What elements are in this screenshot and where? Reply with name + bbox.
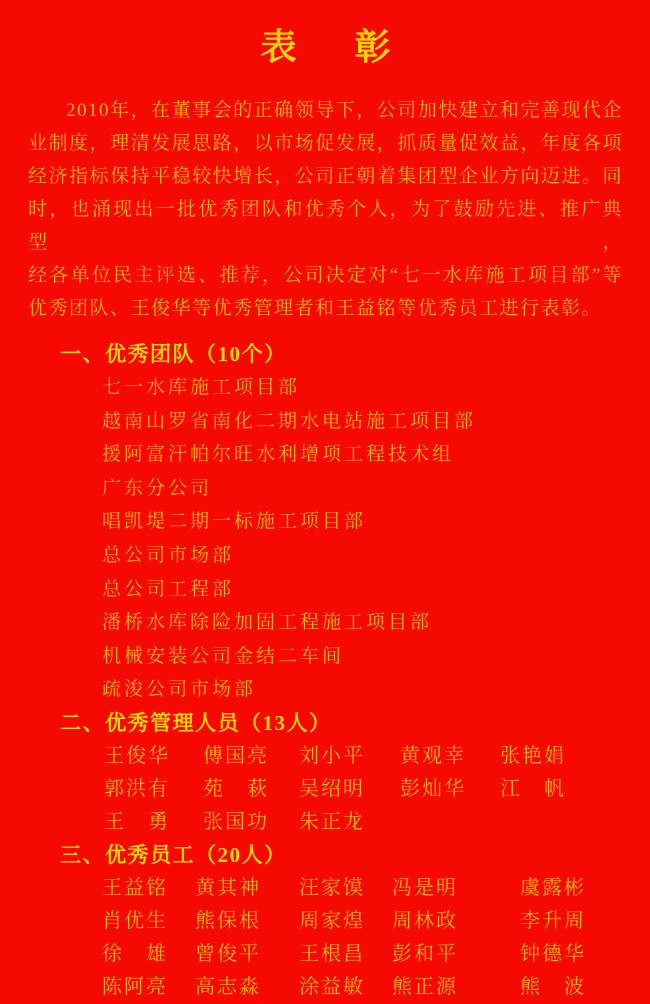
name-row — [28, 938, 623, 971]
name-cell: 虞露彬 — [520, 876, 586, 899]
name-cell: 李升周 — [520, 909, 586, 932]
title-char-1: 表 — [260, 26, 297, 67]
name-cell: 郭洪有 — [104, 777, 170, 800]
name-cell — [400, 806, 500, 839]
name-cell: 彭和平 — [392, 942, 458, 965]
section-heading-employees: 三、优秀员工（20人） — [60, 842, 287, 867]
page-title — [28, 0, 623, 68]
name-cell: 熊正源 — [392, 975, 458, 998]
paragraph-line: 优秀团队、王俊华等优秀管理者和王益铭等优秀员工进行表彰。 — [28, 298, 603, 319]
name-cell: 熊 波 — [520, 975, 586, 998]
team-item: 总公司工程部 — [102, 578, 235, 600]
name-cell: 苑 萩 — [203, 777, 269, 800]
name-cell: 周家煌 — [299, 909, 365, 932]
name-cell: 王 勇 — [104, 810, 170, 833]
name-cell: 傅国亮 — [203, 744, 269, 767]
team-item: 七一水库施工项目部 — [102, 377, 301, 398]
team-item: 潘桥水库除险加固工程施工项目部 — [102, 612, 433, 634]
name-cell: 刘小平 — [299, 744, 365, 767]
name-cell: 熊保根 — [195, 909, 261, 932]
name-cell: 高志淼 — [195, 975, 261, 998]
name-cell: 王俊华 — [104, 744, 170, 767]
name-cell: 陈阿亮 — [102, 975, 168, 998]
name-cell — [500, 806, 623, 839]
name-cell: 肖优生 — [102, 909, 168, 932]
paragraph-line: 经各单位民主评选、推荐，公司决定对“七一水库施工项目部”等 — [28, 265, 623, 286]
name-cell: 冯是明 — [392, 876, 458, 899]
paragraph-line: 2010年，在董事会的正确领导下，公司加快建立和完善现代企 — [66, 100, 623, 121]
name-cell: 王益铭 — [102, 876, 168, 899]
name-cell: 江 帆 — [500, 777, 566, 800]
section-heading-managers: 二、优秀管理人员（13人） — [60, 710, 332, 735]
employee-name-rows — [28, 872, 623, 1004]
name-cell: 曾俊平 — [195, 942, 261, 965]
team-item: 越南山罗省南化二期水电站施工项目部 — [102, 410, 477, 432]
section-heading-teams: 一、优秀团队（10个） — [60, 342, 287, 366]
team-list — [28, 371, 623, 707]
title-char-2: 彰 — [354, 26, 391, 67]
name-cell: 涂益敏 — [299, 975, 365, 998]
name-cell: 汪家馍 — [299, 876, 365, 899]
paragraph-line: 业制度，理清发展思路，以市场促发展，抓质量促效益，年度各项 — [28, 133, 623, 154]
name-cell: 张艳娟 — [500, 744, 566, 767]
team-item: 广东分公司 — [102, 477, 213, 499]
paragraph-line: 时，也涌现出一批优秀团队和优秀个人，为了鼓励先进、推广典型， — [28, 199, 623, 253]
name-cell: 黄其神 — [195, 876, 261, 899]
name-cell: 黄观幸 — [400, 744, 466, 767]
intro-paragraph — [28, 94, 623, 325]
name-row — [28, 971, 623, 1004]
name-row — [28, 872, 623, 905]
team-item: 唱凯堤二期一标施工项目部 — [102, 511, 367, 533]
paragraph-line: 经济指标保持平稳较快增长，公司正朝着集团型企业方向迈进。同 — [28, 166, 623, 187]
name-cell: 王根昌 — [299, 942, 365, 965]
name-cell: 徐 雄 — [102, 942, 168, 965]
name-row — [28, 773, 623, 806]
manager-name-rows — [28, 740, 623, 839]
team-item: 机械安装公司金结二车间 — [102, 645, 345, 667]
name-cell: 朱正龙 — [299, 810, 365, 833]
team-item: 疏浚公司市场部 — [102, 679, 257, 701]
team-item: 援阿富汗帕尔旺水利增项工程技术组 — [102, 444, 455, 466]
team-item: 总公司市场部 — [102, 544, 235, 566]
name-cell: 张国功 — [203, 810, 269, 833]
name-cell: 吴绍明 — [299, 777, 365, 800]
name-row — [28, 740, 623, 773]
name-cell: 周林政 — [392, 909, 458, 932]
name-row — [28, 806, 623, 839]
name-row — [28, 905, 623, 938]
name-cell: 彭灿华 — [400, 777, 466, 800]
name-cell: 钟德华 — [520, 942, 586, 965]
